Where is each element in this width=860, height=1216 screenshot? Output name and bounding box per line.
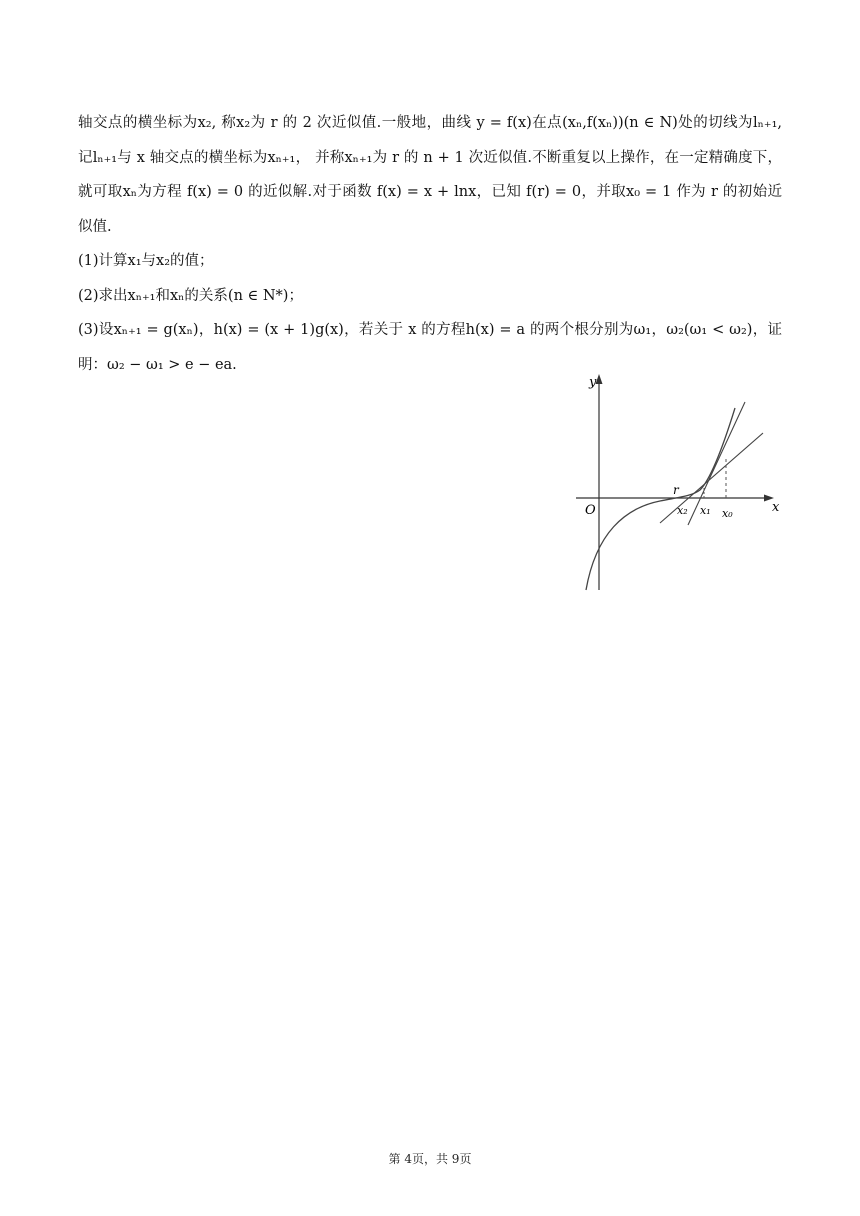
- origin-label: O: [585, 503, 596, 518]
- tangent-line-2: [688, 402, 745, 525]
- tangent-line-1: [660, 433, 763, 523]
- x2-label: x₂: [677, 504, 688, 517]
- problem-line-3: 就可取xₙ为方程 f(x) = 0 的近似解.对于函数 f(x) = x + lnx，已知 f(r) = 0，并取x₀ = 1 作为 r 的初始近: [78, 184, 782, 200]
- page-footer: 第 4页，共 9页: [388, 1152, 472, 1166]
- y-axis-arrow: [596, 374, 603, 384]
- function-curve: [586, 408, 735, 590]
- problem-line-1: 轴交点的横坐标为x₂, 称x₂为 r 的 2 次近似值.一般地，曲线 y = f(x)在点(xₙ,f(xₙ))(n ∈ N)处的切线为lₙ₊₁,: [78, 115, 782, 131]
- question-part-3-line-2: 明：ω₂ − ω₁ > e − ea.: [78, 356, 237, 373]
- x0-label: x₀: [722, 507, 733, 520]
- question-part-1: (1)计算x₁与x₂的值；: [78, 253, 214, 269]
- y-axis-label: y: [589, 375, 597, 390]
- figure-svg: [570, 368, 790, 598]
- x-axis-label: x: [772, 500, 780, 515]
- root-label: r: [673, 483, 679, 497]
- problem-line-2: 记lₙ₊₁与 x 轴交点的横坐标为xₙ₊₁， 并称xₙ₊₁为 r 的 n + 1 次近似值.不断重复以上操作，在一定精确度下，: [78, 149, 782, 166]
- problem-text: [78, 106, 782, 382]
- problem-line-4: 似值.: [78, 218, 112, 235]
- x1-label: x₁: [700, 504, 711, 517]
- newton-method-figure: [570, 368, 790, 598]
- question-part-3-line-1: (3)设xₙ₊₁ = g(xₙ)，h(x) = (x + 1)g(x)，若关于 x 的方程h(x) = a 的两个根分别为ω₁，ω₂(ω₁ < ω₂)，证: [78, 322, 782, 338]
- question-part-2: (2)求出xₙ₊₁和xₙ的关系(n ∈ N*)；: [78, 287, 303, 304]
